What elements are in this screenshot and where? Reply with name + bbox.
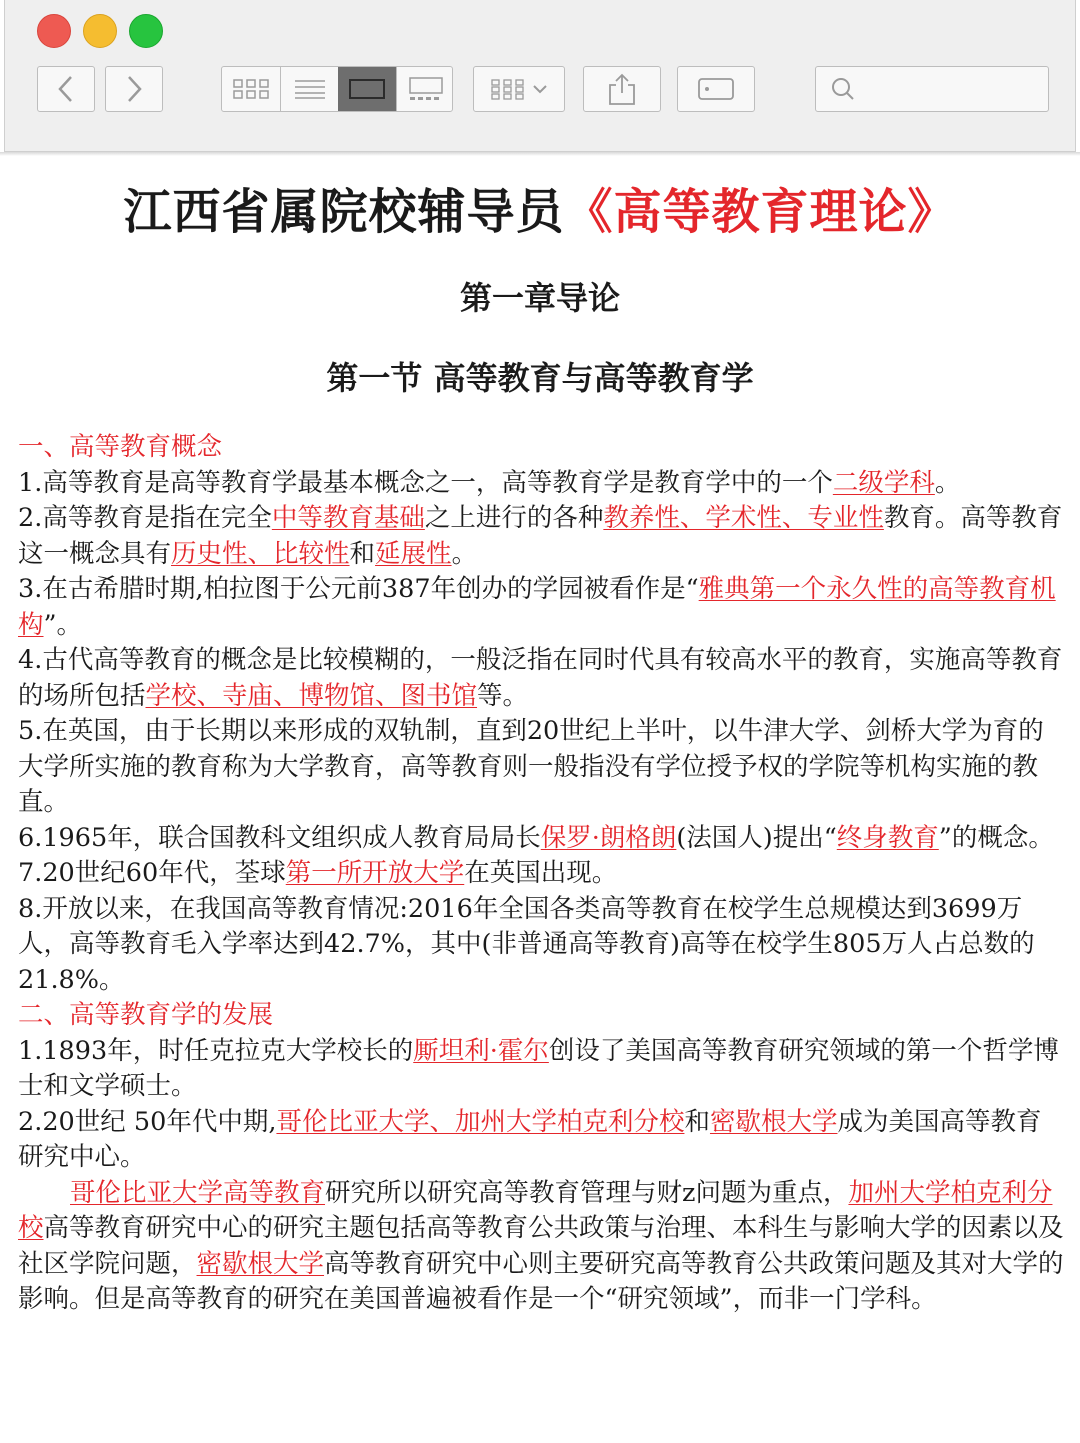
- list-view-icon: [293, 78, 327, 100]
- keyword: 哥伦比亚大学、加州大学柏克利分校: [276, 1106, 685, 1137]
- text: 2.高等教育是指在完全: [18, 503, 272, 533]
- paragraph-2: [18, 501, 1064, 572]
- arrange-dropdown-button[interactable]: [473, 66, 565, 112]
- forward-button[interactable]: [105, 66, 163, 112]
- keyword: 密歇根大学: [709, 1106, 838, 1137]
- paragraph-9: [18, 1034, 1064, 1105]
- heading-development: 二、高等教育学的发展: [18, 1000, 274, 1030]
- search-icon: [830, 76, 856, 102]
- text: 3.在古希腊时期,柏拉图于公元前387年创办的学园被看作是“: [18, 574, 699, 604]
- keyword: 厮坦利·霍尔: [413, 1035, 549, 1066]
- text: 7.20世纪60年代，荃球: [18, 858, 286, 888]
- keyword: 终身教育: [836, 822, 939, 853]
- document-title-book: 《高等教育理论》: [564, 184, 957, 240]
- tag-icon: [697, 76, 735, 102]
- text: 1.1893年，时任克拉克大学校长的: [18, 1035, 414, 1066]
- paragraph-11: [18, 1176, 1064, 1318]
- paragraph-7: [18, 856, 1064, 892]
- text: 6.1965年，联合国教科文组织成人教育局局长: [18, 822, 541, 853]
- heading-concept: 一、高等教育概念: [18, 432, 223, 462]
- text: 4.古代高等教育的概念是比较模糊的，一般泛指在同时代具有较高水平的教育，实施高等教育的场所包括: [18, 645, 1063, 711]
- share-button[interactable]: [583, 66, 661, 112]
- paragraph-4: [18, 643, 1064, 714]
- paragraph-10: [18, 1105, 1064, 1176]
- keyword: 教养性、学术性、专业性: [603, 503, 884, 533]
- text: 2.20世纪 50年代中期,: [18, 1106, 277, 1137]
- paragraph-8: 8.开放以来，在我国高等教育情况:2016年全国各类高等教育在校学生总规模达到3699万人，高等教育毛入学率达到42.7%，其中(非普通高等教育)高等在校学生805万人占总数的21.8%。: [18, 893, 1035, 995]
- chevron-down-icon: [532, 83, 548, 95]
- back-button[interactable]: [37, 66, 95, 112]
- text: 和: [349, 538, 376, 569]
- close-window-button[interactable]: [37, 14, 71, 48]
- text: 之上进行的各种: [424, 503, 604, 533]
- document-body: [18, 430, 1064, 1318]
- text: 研究所以研究高等教育管理与财z问题为重点，: [325, 1177, 849, 1208]
- chevron-right-icon: [124, 74, 144, 104]
- paragraph-6: [18, 821, 1064, 857]
- keyword: 二级学科: [832, 467, 935, 498]
- column-view-icon: [348, 77, 386, 101]
- text: 等。: [477, 680, 529, 711]
- document-title: [0, 182, 1080, 242]
- text: 教育。高等教育这一概念具有: [18, 503, 1063, 569]
- arrange-grid-icon: [490, 78, 526, 100]
- text: 高等教育研究中心的研究主题包括高等教育公共政策与治理、本科生与影响大学的因素以及社区学院问题，: [18, 1213, 1064, 1279]
- column-view-button[interactable]: [338, 67, 396, 111]
- text: 和: [684, 1106, 710, 1137]
- icon-view-button[interactable]: [222, 67, 280, 111]
- gallery-view-button[interactable]: [396, 67, 453, 111]
- keyword: 哥伦比亚大学高等教育: [70, 1177, 326, 1208]
- keyword: 密歇根大学: [196, 1248, 325, 1279]
- text: 创设了美国高等教育研究领域的第一个哲学博士和文学硕士。: [18, 1035, 1059, 1101]
- text: 成为美国高等教育研究中心。: [18, 1106, 1042, 1172]
- text: 高等教育研究中心则主要研究高等教育公共政策问题及其对大学的影响。但是高等教育的研究在美国普遍被看作是一个“研究领域”，而非一门学科。: [18, 1248, 1064, 1314]
- document-title-main: 江西省属院校辅导员: [123, 184, 565, 240]
- toolbar-divider: [0, 152, 1080, 156]
- minimize-window-button[interactable]: [83, 14, 117, 48]
- keyword: 学校、寺庙、博物馆、图书馆: [145, 680, 478, 711]
- text: ”。: [43, 609, 83, 640]
- paragraph-5: 5.在英国，由于长期以来形成的双轨制，直到20世纪上半叶，以牛津大学、剑桥大学为育的大学所实施的教育称为大学教育，高等教育则一般指没有学位授予权的学院等机构实施的教直。: [18, 716, 1044, 817]
- keyword: 保罗·朗格朗: [540, 822, 677, 853]
- grid-view-icon: [232, 78, 270, 100]
- text: 。: [451, 538, 478, 569]
- keyword: 第一所开放大学: [285, 858, 465, 888]
- keyword: 延展性: [375, 538, 452, 569]
- window-toolbar: [4, 0, 1076, 152]
- paragraph-1: [18, 466, 1064, 502]
- keyword: 雅典第一个永久性的高等教育机构: [18, 574, 1056, 640]
- text: 在英国出现。: [464, 858, 618, 888]
- tags-button[interactable]: [677, 66, 755, 112]
- list-view-button[interactable]: [280, 67, 338, 111]
- chevron-left-icon: [56, 74, 76, 104]
- text: (法国人)提出“: [676, 822, 837, 853]
- search-field[interactable]: [815, 66, 1049, 112]
- keyword: 历史性、比较性: [171, 538, 350, 569]
- text: ”的概念。: [938, 822, 1054, 853]
- view-mode-segmented-control: [221, 66, 453, 112]
- gallery-view-icon: [407, 76, 445, 102]
- keyword: 中等教育基础: [271, 503, 425, 533]
- section-heading: 第一节 高等教育与高等教育学: [326, 359, 754, 397]
- text: 1.高等教育是高等教育学最基本概念之一，高等教育学是教育学中的一个: [18, 467, 833, 498]
- paragraph-3: [18, 572, 1064, 643]
- zoom-window-button[interactable]: [129, 14, 163, 48]
- keyword: 加州大学柏克利分校: [18, 1177, 1053, 1243]
- chapter-heading: 第一章导论: [459, 279, 620, 317]
- text: 。: [934, 467, 961, 498]
- share-icon: [607, 72, 637, 106]
